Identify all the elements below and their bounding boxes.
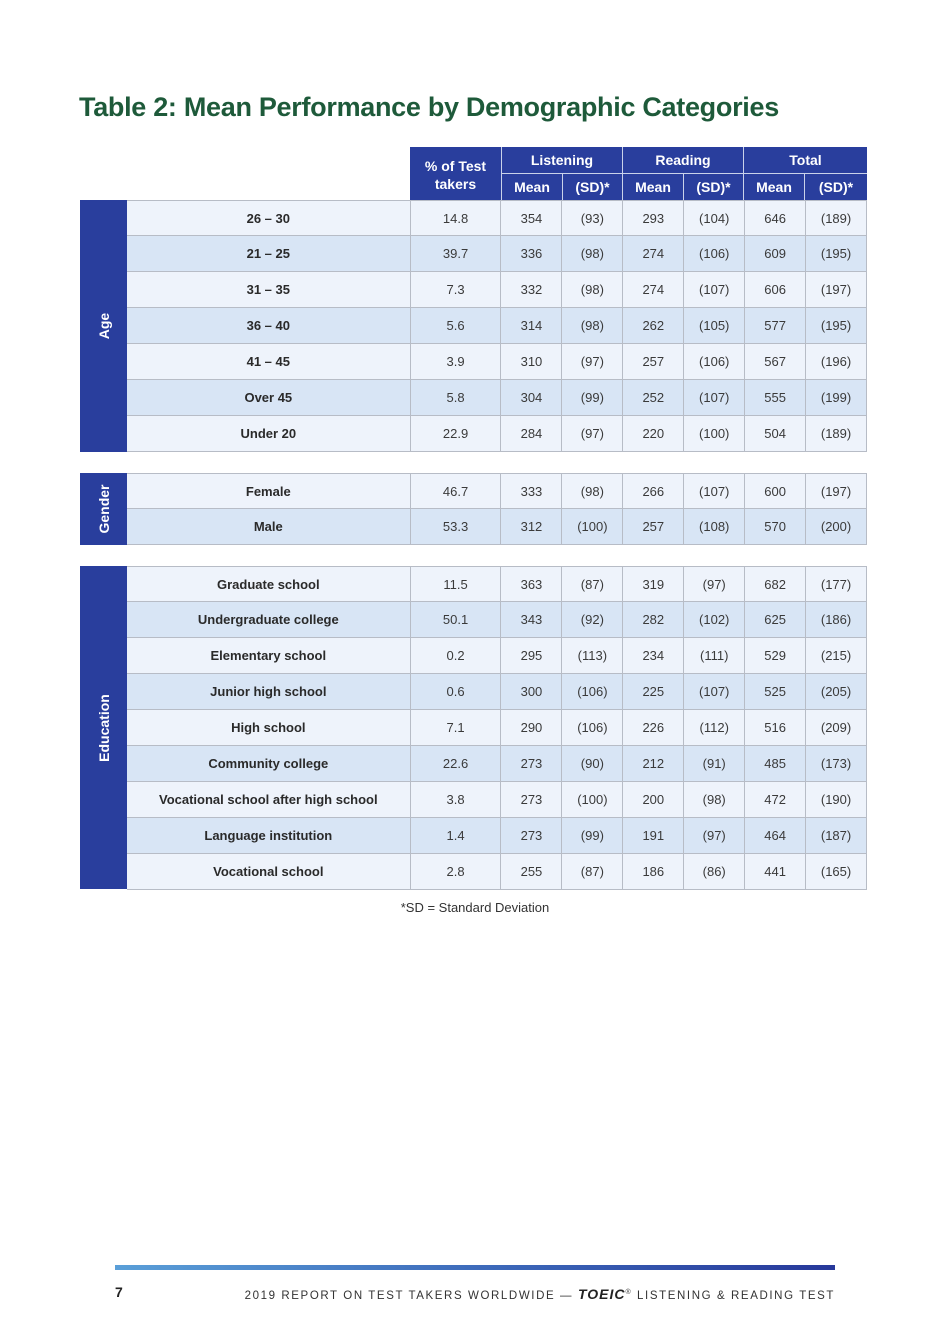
total-sd-cell: (190) [805, 782, 867, 817]
total-mean-cell: 485 [744, 746, 805, 781]
total-sd-cell: (195) [805, 308, 867, 343]
total-mean-cell: 567 [744, 344, 805, 379]
total-mean-cell: 577 [744, 308, 805, 343]
table-row [127, 602, 867, 638]
header-total: Total [743, 147, 867, 173]
total-sd-cell: (200) [805, 509, 867, 544]
total-sd-cell: (189) [805, 201, 867, 235]
row-label: 26 – 30 [246, 210, 290, 226]
reading-sd-cell: (105) [683, 308, 744, 343]
total-mean-cell: 600 [744, 474, 805, 508]
row-label: 31 – 35 [246, 282, 290, 297]
reading-mean-cell: 257 [622, 509, 683, 544]
row-label: 41 – 45 [246, 354, 290, 369]
listening-mean-cell: 284 [500, 416, 561, 451]
reading-sd-cell: (107) [683, 674, 744, 709]
reading-mean-cell: 186 [622, 854, 683, 889]
pct-cell: 3.9 [410, 344, 501, 379]
reading-sd-cell: (97) [683, 818, 744, 853]
listening-mean-cell: 332 [500, 272, 561, 307]
reading-sd-cell: (104) [683, 201, 744, 235]
listening-sd-cell: (93) [561, 201, 622, 235]
listening-mean-cell: 314 [500, 308, 561, 343]
pct-cell: 39.7 [410, 236, 501, 271]
pct-cell: 1.4 [410, 818, 501, 853]
reading-sd-cell: (106) [683, 236, 744, 271]
reading-mean-cell: 252 [622, 380, 683, 415]
row-label: Elementary school [210, 648, 327, 663]
reading-mean-cell: 257 [622, 344, 683, 379]
pct-cell: 53.3 [410, 509, 501, 544]
listening-mean-cell: 304 [500, 380, 561, 415]
table-row [127, 746, 867, 782]
total-sd-cell: (187) [805, 818, 867, 853]
reading-mean-cell: 282 [622, 602, 683, 637]
total-sd-cell: (189) [805, 416, 867, 451]
row-label: Female [245, 483, 291, 499]
listening-sd-cell: (100) [561, 782, 622, 817]
pct-cell: 22.6 [410, 746, 501, 781]
row-label: Under 20 [240, 426, 297, 441]
header-pct-test-takers [410, 147, 501, 200]
listening-mean-cell: 295 [500, 638, 561, 673]
pct-cell: 3.8 [410, 782, 501, 817]
age-side-label: Age [80, 200, 127, 452]
reading-mean-cell: 234 [622, 638, 683, 673]
row-label: 36 – 40 [246, 318, 290, 333]
reading-sd-cell: (100) [683, 416, 744, 451]
listening-mean-cell: 310 [500, 344, 561, 379]
row-label: Graduate school [217, 576, 320, 592]
reading-mean-cell: 212 [622, 746, 683, 781]
listening-sd-cell: (99) [561, 818, 622, 853]
total-mean-cell: 529 [744, 638, 805, 673]
total-mean-cell: 504 [744, 416, 805, 451]
listening-mean-cell: 333 [500, 474, 561, 508]
listening-mean-cell: 290 [500, 710, 561, 745]
reading-mean-cell: 274 [622, 272, 683, 307]
reading-mean-cell: 225 [622, 674, 683, 709]
pct-cell: 7.1 [410, 710, 501, 745]
reading-sd-cell: (107) [683, 380, 744, 415]
reading-mean-cell: 266 [622, 474, 683, 508]
table-row [127, 200, 867, 236]
reading-sd-cell: (106) [683, 344, 744, 379]
reading-sd-cell: (91) [683, 746, 744, 781]
total-mean-cell: 525 [744, 674, 805, 709]
listening-sd-cell: (97) [561, 344, 622, 379]
reading-sd-cell: (86) [683, 854, 744, 889]
header-reading-sd: (SD)* [683, 173, 743, 200]
total-mean-cell: 464 [744, 818, 805, 853]
reading-sd-cell: (102) [683, 602, 744, 637]
table-row [127, 473, 867, 509]
report-suffix: LISTENING & READING TEST [637, 1290, 835, 1302]
total-sd-cell: (173) [805, 746, 867, 781]
report-prefix: 2019 REPORT ON TEST TAKERS WORLDWIDE — [244, 1290, 574, 1302]
reading-mean-cell: 262 [622, 308, 683, 343]
reading-sd-cell: (107) [683, 474, 744, 508]
reading-sd-cell: (108) [683, 509, 744, 544]
reading-sd-cell: (112) [683, 710, 744, 745]
reading-mean-cell: 191 [622, 818, 683, 853]
table-row [127, 272, 867, 308]
pct-cell: 0.2 [410, 638, 501, 673]
listening-sd-cell: (98) [561, 272, 622, 307]
listening-sd-cell: (87) [561, 854, 622, 889]
header-total-mean: Mean [743, 173, 804, 200]
pct-cell: 5.6 [410, 308, 501, 343]
total-mean-cell: 555 [744, 380, 805, 415]
row-label: Male [253, 519, 283, 534]
total-mean-cell: 472 [744, 782, 805, 817]
total-mean-cell: 625 [744, 602, 805, 637]
total-sd-cell: (209) [805, 710, 867, 745]
listening-sd-cell: (98) [561, 308, 622, 343]
row-label: Undergraduate college [197, 612, 339, 627]
reading-mean-cell: 200 [622, 782, 683, 817]
pct-cell: 0.6 [410, 674, 501, 709]
table-row [127, 416, 867, 452]
table-row [127, 854, 867, 890]
row-label: 21 – 25 [246, 246, 290, 261]
listening-mean-cell: 273 [500, 746, 561, 781]
total-sd-cell: (205) [805, 674, 867, 709]
total-mean-cell: 516 [744, 710, 805, 745]
listening-sd-cell: (92) [561, 602, 622, 637]
reading-sd-cell: (98) [683, 782, 744, 817]
header-total-sd: (SD)* [804, 173, 867, 200]
reading-mean-cell: 293 [622, 201, 683, 235]
listening-sd-cell: (97) [561, 416, 622, 451]
table-row [127, 674, 867, 710]
pct-cell: 50.1 [410, 602, 501, 637]
total-mean-cell: 606 [744, 272, 805, 307]
footer-rule [115, 1265, 835, 1270]
education-side-label: Education [80, 566, 127, 889]
row-label: High school [231, 720, 306, 735]
page-title: Table 2: Mean Performance by Demographic Categories [79, 92, 779, 122]
gender-side-label: Gender [80, 473, 127, 545]
listening-sd-cell: (106) [561, 674, 622, 709]
total-sd-cell: (177) [805, 567, 867, 601]
table-row [127, 236, 867, 272]
header-pct-line2: takers [434, 175, 477, 192]
header-listening: Listening [501, 147, 622, 173]
listening-sd-cell: (106) [561, 710, 622, 745]
header-listening-mean: Mean [501, 173, 562, 200]
header-pct-line1: % of Test [424, 157, 487, 174]
listening-sd-cell: (98) [561, 474, 622, 508]
table-row [127, 344, 867, 380]
row-label: Vocational school [213, 864, 324, 879]
total-sd-cell: (195) [805, 236, 867, 271]
pct-cell: 11.5 [410, 567, 501, 601]
total-sd-cell: (197) [805, 272, 867, 307]
reading-mean-cell: 226 [622, 710, 683, 745]
listening-mean-cell: 273 [500, 818, 561, 853]
header-reading: Reading [622, 147, 743, 173]
row-label: Community college [208, 756, 329, 771]
listening-mean-cell: 312 [500, 509, 561, 544]
pct-cell: 7.3 [410, 272, 501, 307]
pct-cell: 22.9 [410, 416, 501, 451]
listening-mean-cell: 300 [500, 674, 561, 709]
total-sd-cell: (196) [805, 344, 867, 379]
reading-sd-cell: (97) [683, 567, 744, 601]
reading-mean-cell: 220 [622, 416, 683, 451]
listening-mean-cell: 336 [500, 236, 561, 271]
gender-section [127, 473, 867, 545]
listening-mean-cell: 363 [500, 567, 561, 601]
listening-sd-cell: (100) [561, 509, 622, 544]
table-row [127, 308, 867, 344]
table-row [127, 638, 867, 674]
row-label: Junior high school [210, 684, 327, 699]
listening-mean-cell: 273 [500, 782, 561, 817]
row-label: Over 45 [244, 390, 293, 405]
listening-sd-cell: (113) [561, 638, 622, 673]
table-row [127, 566, 867, 602]
total-sd-cell: (199) [805, 380, 867, 415]
total-mean-cell: 609 [744, 236, 805, 271]
table-row [127, 710, 867, 746]
reading-sd-cell: (107) [683, 272, 744, 307]
total-mean-cell: 682 [744, 567, 805, 601]
pct-cell: 46.7 [410, 474, 501, 508]
header-listening-sd: (SD)* [562, 173, 622, 200]
pct-cell: 2.8 [410, 854, 501, 889]
table-row [127, 782, 867, 818]
total-mean-cell: 441 [744, 854, 805, 889]
total-sd-cell: (197) [805, 474, 867, 508]
table-row [127, 509, 867, 545]
total-mean-cell: 570 [744, 509, 805, 544]
listening-mean-cell: 354 [500, 201, 561, 235]
total-sd-cell: (186) [805, 602, 867, 637]
listening-sd-cell: (87) [561, 567, 622, 601]
total-sd-cell: (165) [805, 854, 867, 889]
row-label: Language institution [204, 828, 333, 843]
education-section [127, 566, 867, 890]
total-mean-cell: 646 [744, 201, 805, 235]
listening-sd-cell: (90) [561, 746, 622, 781]
reading-mean-cell: 319 [622, 567, 683, 601]
report-title [245, 1286, 835, 1302]
pct-cell: 5.8 [410, 380, 501, 415]
row-label: Vocational school after high school [158, 792, 378, 807]
listening-sd-cell: (99) [561, 380, 622, 415]
reading-sd-cell: (111) [683, 638, 744, 673]
listening-sd-cell: (98) [561, 236, 622, 271]
header-reading-mean: Mean [622, 173, 683, 200]
registered-mark: ® [625, 1289, 633, 1297]
reading-mean-cell: 274 [622, 236, 683, 271]
listening-mean-cell: 255 [500, 854, 561, 889]
footnote: *SD = Standard Deviation [400, 900, 550, 915]
page-number: 7 [115, 1284, 123, 1300]
listening-mean-cell: 343 [500, 602, 561, 637]
toeic-logo: TOEIC [577, 1286, 626, 1302]
age-section [127, 200, 867, 452]
total-sd-cell: (215) [805, 638, 867, 673]
pct-cell: 14.8 [410, 201, 501, 235]
table-row [127, 380, 867, 416]
table-row [127, 818, 867, 854]
